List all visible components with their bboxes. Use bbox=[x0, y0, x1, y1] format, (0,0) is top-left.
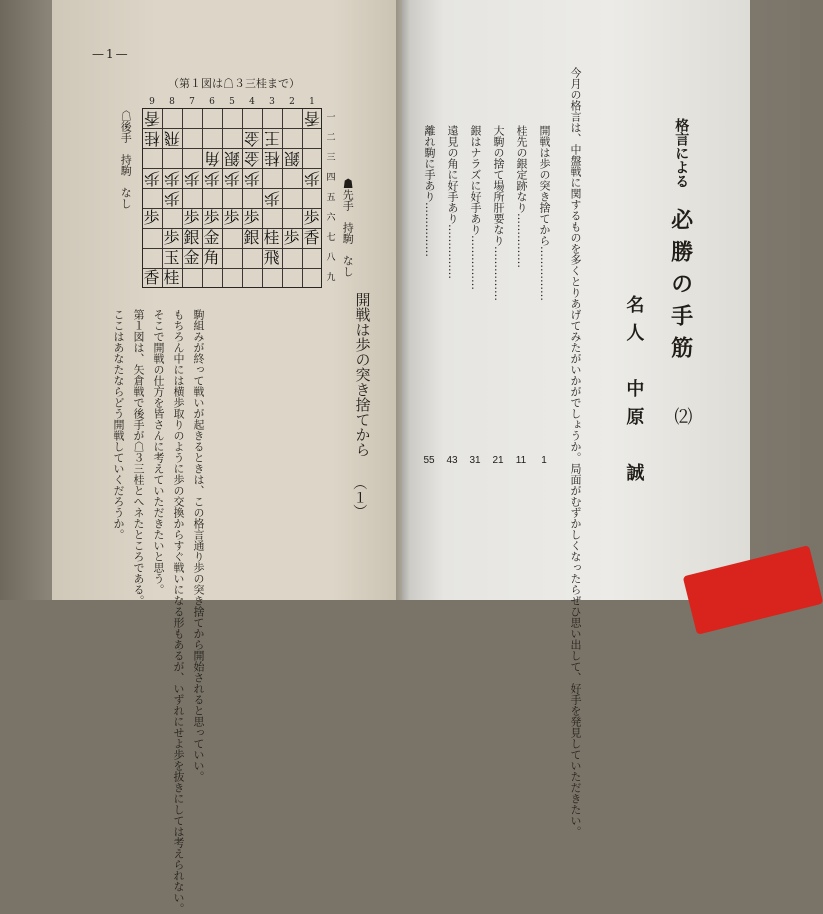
gote-piece: 歩 bbox=[263, 188, 280, 208]
gote-piece: 角 bbox=[203, 148, 220, 168]
rank-label: 七 bbox=[326, 233, 336, 243]
section-number: （１） bbox=[351, 476, 368, 518]
gote-piece: 銀 bbox=[223, 148, 240, 168]
sente-piece: 桂 bbox=[263, 227, 280, 247]
gote-piece: 歩 bbox=[243, 168, 260, 188]
sente-piece: 香 bbox=[303, 227, 320, 247]
body-paragraph: 駒組みが終って戦いが起きるときは、この格言通り歩の突き捨てから開始されると思っていい。 bbox=[192, 309, 205, 782]
toc-page-number: 43 bbox=[446, 455, 458, 466]
file-label: 2 bbox=[289, 97, 295, 107]
file-label: 6 bbox=[209, 97, 215, 107]
gote-piece: 歩 bbox=[203, 168, 220, 188]
series-label: 格言による bbox=[673, 118, 690, 188]
toc-title: 桂先の銀定跡なり…………… bbox=[515, 125, 528, 268]
toc-title: 大駒の捨て場所肝要なり…………… bbox=[492, 125, 505, 301]
diagram-caption: （第１図は☖３三桂まで） bbox=[168, 77, 300, 90]
rank-label: 六 bbox=[326, 213, 336, 223]
sente-piece: 歩 bbox=[143, 207, 160, 227]
rank-label: 二 bbox=[326, 133, 336, 143]
file-label: 9 bbox=[149, 97, 155, 107]
toc-item bbox=[512, 125, 530, 485]
gote-piece: 歩 bbox=[223, 168, 240, 188]
toc-page-number: 31 bbox=[469, 455, 481, 466]
file-label: 7 bbox=[189, 97, 195, 107]
sente-piece: 歩 bbox=[163, 227, 180, 247]
rank-label: 三 bbox=[326, 153, 336, 163]
gote-piece: 歩 bbox=[163, 168, 180, 188]
gote-piece: 桂 bbox=[263, 148, 280, 168]
sente-hand-label: ☗先手 持駒 なし bbox=[341, 178, 355, 277]
sente-piece: 金 bbox=[203, 227, 220, 247]
sente-piece: 飛 bbox=[263, 247, 280, 267]
sente-piece: 歩 bbox=[303, 207, 320, 227]
toc-page-number: 55 bbox=[423, 455, 435, 466]
body-paragraph: そこで開戦の仕方を皆さんに考えていただきたいと思う。 bbox=[152, 309, 165, 595]
gote-piece: 銀 bbox=[283, 148, 300, 168]
gote-piece: 桂 bbox=[143, 128, 160, 148]
file-label: 3 bbox=[269, 97, 275, 107]
toc-title: 離れ駒に手あり…………… bbox=[423, 125, 436, 257]
volume-number: ⑵ bbox=[671, 407, 693, 425]
file-label: 5 bbox=[229, 97, 235, 107]
sente-piece: 玉 bbox=[163, 247, 180, 267]
gote-piece: 金 bbox=[243, 128, 260, 148]
sente-piece: 歩 bbox=[283, 227, 300, 247]
body-text bbox=[108, 298, 208, 914]
section-heading: 開戦は歩の突き捨てから bbox=[353, 292, 372, 457]
table-of-contents bbox=[420, 125, 560, 485]
sente-piece: 歩 bbox=[223, 207, 240, 227]
gote-piece: 歩 bbox=[163, 188, 180, 208]
board-rank-labels bbox=[324, 108, 338, 288]
rank-label: 八 bbox=[326, 253, 336, 263]
book-gutter bbox=[396, 0, 410, 600]
gote-piece: 王 bbox=[263, 128, 280, 148]
sente-piece: 銀 bbox=[183, 227, 200, 247]
main-title: 必勝の手筋 bbox=[667, 208, 694, 368]
rank-label: 九 bbox=[326, 273, 336, 283]
file-label: 4 bbox=[249, 97, 255, 107]
body-paragraph: 第１図は、矢倉戦で後手が☖３三桂とへネたところである。 bbox=[132, 309, 145, 606]
sente-piece: 歩 bbox=[183, 207, 200, 227]
body-paragraph: ここはあなたならどう開戦していくだろうか。 bbox=[112, 309, 125, 540]
intro-text: 今月の格言は、中盤戦に関するものを多くとりあげてみたがいかがでしょうか。局面がむずかしくなったらぜひ思い出して、好手を発見していただきたい。 bbox=[569, 67, 582, 837]
sente-piece: 金 bbox=[183, 247, 200, 267]
toc-item bbox=[535, 125, 553, 485]
sente-piece: 歩 bbox=[203, 207, 220, 227]
toc-title: 遠見の角に好手あり…………… bbox=[446, 125, 459, 279]
file-label: 8 bbox=[169, 97, 175, 107]
toc-item bbox=[443, 125, 461, 485]
body-paragraph: もちろん中には横歩取りのように歩の交換からすぐ戦いになる形もあるが、いずれにせよ歩を抜きにしては考えられない。 bbox=[172, 309, 185, 914]
rank-label: 四 bbox=[326, 173, 336, 183]
rank-label: 五 bbox=[326, 193, 336, 203]
gote-piece: 飛 bbox=[163, 128, 180, 148]
sente-piece: 香 bbox=[143, 267, 160, 287]
rank-label: 一 bbox=[326, 113, 336, 123]
gote-hand-label: ☖後手 持駒 なし bbox=[119, 110, 133, 209]
toc-page-number: 11 bbox=[515, 455, 527, 466]
sente-piece: 歩 bbox=[243, 207, 260, 227]
toc-title: 銀はナラズに好手あり…………… bbox=[469, 125, 482, 290]
author-name: 名人 中原 誠 bbox=[623, 295, 645, 491]
shogi-board bbox=[142, 108, 322, 288]
gote-piece: 香 bbox=[143, 108, 160, 128]
gote-piece: 香 bbox=[303, 108, 320, 128]
toc-item bbox=[420, 125, 438, 485]
file-label: 1 bbox=[309, 97, 315, 107]
sente-piece: 桂 bbox=[163, 267, 180, 287]
toc-item bbox=[466, 125, 484, 485]
toc-page-number: 21 bbox=[492, 455, 504, 466]
page-number: —1— bbox=[92, 47, 130, 61]
gote-piece: 金 bbox=[243, 148, 260, 168]
gote-piece: 歩 bbox=[303, 168, 320, 188]
toc-item bbox=[489, 125, 507, 485]
toc-page-number: 1 bbox=[541, 455, 547, 466]
gote-piece: 歩 bbox=[183, 168, 200, 188]
gote-piece: 歩 bbox=[143, 168, 160, 188]
toc-title: 開戦は歩の突き捨てから…………… bbox=[538, 125, 551, 301]
sente-piece: 角 bbox=[203, 247, 220, 267]
sente-piece: 銀 bbox=[243, 227, 260, 247]
